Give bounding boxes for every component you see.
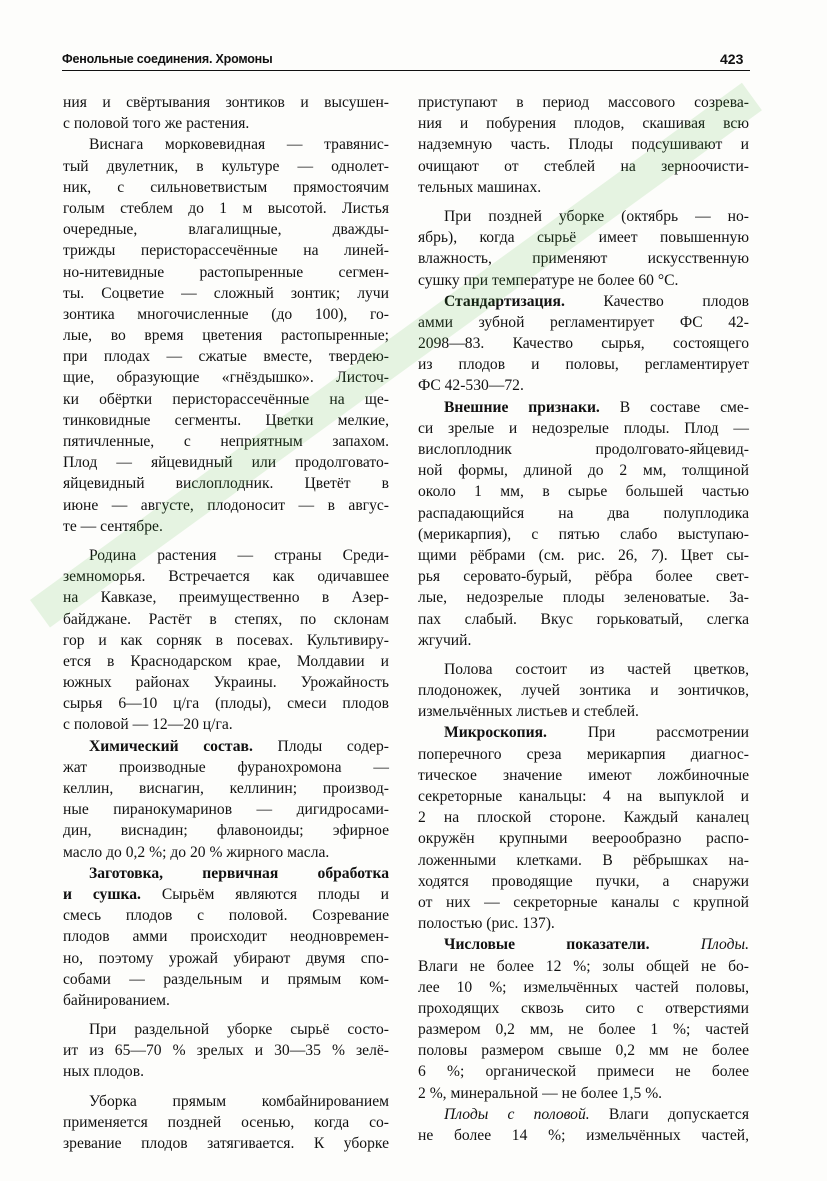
- text-line: [418, 113, 749, 134]
- text-line: [418, 1061, 749, 1082]
- text-line: [63, 304, 389, 325]
- text-line: [418, 934, 749, 955]
- line-text: тельных машинах.: [418, 178, 542, 196]
- text-line: [63, 325, 389, 346]
- line-text: (мерикарпия), с пятью слабо выступаю-: [418, 525, 749, 543]
- text-line: [63, 799, 389, 820]
- text-line: [63, 473, 389, 494]
- text-line: [63, 990, 389, 1011]
- text-line: [63, 452, 389, 473]
- paragraph-gap: [418, 198, 749, 206]
- text-line: [63, 177, 389, 198]
- line-text: южных районах Украины. Урожайность: [63, 674, 389, 692]
- line-text: собами — раздельным и прямым ком-: [63, 970, 389, 988]
- line-text: ходятся проводящие пучки, а снаружи: [418, 872, 749, 890]
- line-text: 6 %; органической примеси не более: [418, 1063, 749, 1081]
- line-text: земноморья. Встречается как одичавшее: [63, 568, 389, 586]
- line-text: половы размером свыше 0,2 мм не более: [418, 1042, 749, 1060]
- line-text: Родина растения — страны Среди-: [89, 546, 389, 564]
- line-text: Плод — яйцевидный или продолговато-: [63, 454, 389, 472]
- text-line: [418, 850, 749, 871]
- text-line: [418, 312, 749, 333]
- line-text: ные пиранокумаринов — дигидросами-: [63, 801, 389, 819]
- line-text: лые, недозрелые плоды зеленоватые. За-: [418, 589, 749, 607]
- text-line: [418, 397, 749, 418]
- line-text: Уборка прямым комбайнированием: [89, 1092, 389, 1110]
- line-text: при плодах — сжатые вместе, твердею-: [63, 348, 389, 366]
- line-text: ябрь), когда сырьё имеет повышенную: [418, 229, 749, 247]
- text-line: [63, 948, 389, 969]
- text-line: [63, 283, 389, 304]
- line-text: измельчённых листьев и стеблей.: [418, 703, 639, 721]
- text-line: [63, 1133, 389, 1154]
- text-line: [418, 227, 749, 248]
- text-line: [63, 842, 389, 863]
- line-text: не более 14 %; измельчённых частей,: [418, 1127, 749, 1144]
- line-text: байнированием.: [63, 991, 170, 1009]
- text-line: [63, 156, 389, 177]
- text-line: [418, 439, 749, 460]
- section-heading: Химический состав.: [89, 737, 253, 755]
- line-text: с половой — 12—20 ц/га.: [63, 716, 233, 734]
- text-line: [63, 198, 389, 219]
- line-text: ки обёртки перисторассечённые на ще-: [63, 390, 389, 408]
- text-line: [63, 346, 389, 367]
- line-text: проходящих сквозь сито с отверстиями: [418, 999, 749, 1017]
- text-line: [418, 354, 749, 375]
- text-line: [63, 863, 389, 884]
- text-line: [418, 1019, 749, 1040]
- line-text: надземную часть. Плоды подсушивают и: [418, 136, 749, 154]
- text-line: [63, 367, 389, 388]
- line-text: распадающийся на два полуплодика: [418, 504, 749, 522]
- text-line: [418, 871, 749, 892]
- line-text: Плоды содер-: [252, 737, 389, 755]
- line-text: 2098—83. Качество сырья, состоящего: [418, 335, 749, 353]
- text-line: [418, 270, 749, 291]
- line-text: ты. Соцветие — сложный зонтик; лучи: [63, 284, 389, 302]
- line-text: байджане. Растёт в степях, по склонам: [63, 610, 389, 628]
- text-line: [418, 913, 749, 934]
- text-line: [418, 892, 749, 913]
- line-text: ложенными клетками. В рёбрышках на-: [418, 851, 749, 869]
- text-line: [418, 977, 749, 998]
- line-text: июне — августе, плодоносит — в авгус-: [63, 496, 389, 514]
- line-text: ния и свёртывания зонтиков и высушен-: [63, 94, 389, 111]
- text-line: [418, 998, 749, 1019]
- italic-text: Плоды.: [700, 936, 749, 954]
- line-text: плодов амми происходит неодновремен-: [63, 928, 389, 946]
- line-text: си зрелые и недозрелые плоды. Плод —: [418, 419, 749, 437]
- line-text: очищают от стеблей на зерноочисти-: [418, 157, 749, 175]
- section-heading: Числовые показатели.: [444, 936, 650, 954]
- text-line: [418, 659, 749, 680]
- text-line: [418, 701, 749, 722]
- line-text: пах слабый. Вкус горьковатый, слегка: [418, 610, 749, 628]
- paragraph-gap: [63, 1011, 389, 1019]
- text-line: [418, 333, 749, 354]
- line-text: ФС 42-530—72.: [418, 377, 524, 395]
- text-line: [418, 460, 749, 481]
- text-line: [63, 134, 389, 155]
- text-line: [63, 778, 389, 799]
- text-line: [418, 765, 749, 786]
- line-text: вислоплодник продолговато-яйцевид-: [418, 441, 749, 458]
- line-text: ной формы, длиной до 2 мм, толщиной: [418, 462, 749, 480]
- text-line: [63, 410, 389, 431]
- line-text: дин, виснадин; флавоноиды; эфирное: [63, 822, 389, 840]
- text-line: [63, 587, 389, 608]
- line-text: зонтика многочисленные (до 100), го-: [63, 305, 389, 323]
- line-text: 2 на плоской стороне. Каждый каналец: [418, 809, 749, 827]
- line-text: от них — секреторные каналы с крупной: [418, 893, 749, 911]
- line-text: плодоножек, лучей зонтика и зонтичков,: [418, 682, 749, 700]
- line-text: трижды перисторассечённые на линей-: [63, 242, 389, 260]
- line-text: Качество плодов: [564, 292, 749, 310]
- line-text: Сырьём являются плоды и: [140, 885, 389, 903]
- text-line: [418, 481, 749, 502]
- italic-text: Плоды с половой.: [444, 1105, 590, 1123]
- text-line: [418, 630, 749, 651]
- left-text-column: [63, 92, 389, 1154]
- section-heading: Заготовка, первичная обработка: [89, 864, 389, 882]
- text-line: [418, 807, 749, 828]
- section-heading: Стандартизация.: [444, 292, 565, 310]
- section-heading: Внешние признаки.: [444, 398, 600, 416]
- text-line: [418, 156, 749, 177]
- text-line: [63, 1091, 389, 1112]
- line-text: лые, во время цветения растопыренные;: [63, 327, 389, 345]
- text-line: [63, 566, 389, 587]
- line-text: окружён крупными веерообразно распо-: [418, 830, 749, 848]
- line-text-after: Влаги допускается: [589, 1105, 749, 1123]
- text-line: [63, 1061, 389, 1082]
- line-text: пятичленные, с неприятным запахом.: [63, 433, 389, 450]
- line-text: те — сентябре.: [63, 517, 163, 535]
- paragraph-gap: [63, 1083, 389, 1091]
- text-line: [418, 291, 749, 312]
- text-line: [63, 630, 389, 651]
- line-text: голым стеблем до 1 м высотой. Листья: [63, 199, 389, 217]
- text-line: [63, 431, 389, 452]
- text-line: [418, 206, 749, 227]
- text-line: [418, 587, 749, 608]
- line-text: размером 0,2 мм, не более 1 %; частей: [418, 1021, 749, 1039]
- line-text: очередные, влагалищные, дважды-: [63, 221, 389, 239]
- text-line: [418, 503, 749, 524]
- italic-text: 7: [650, 546, 659, 564]
- paragraph-gap: [63, 537, 389, 545]
- text-line: [418, 566, 749, 587]
- line-text: Полова состоит из частей цветков,: [444, 660, 749, 678]
- text-line: [418, 1083, 749, 1104]
- line-text: Влаги не более 12 %; золы общей не бо-: [418, 957, 749, 975]
- text-line: [63, 757, 389, 778]
- line-text: зревание плодов затягивается. К уборке: [63, 1135, 389, 1152]
- text-line: [418, 375, 749, 396]
- text-line: [418, 1125, 749, 1146]
- line-text: смесь плодов с половой. Созревание: [63, 907, 389, 925]
- text-line: [63, 905, 389, 926]
- text-line: [63, 969, 389, 990]
- text-line: [63, 1112, 389, 1133]
- text-line: [418, 177, 749, 198]
- text-line: [418, 680, 749, 701]
- line-text: сырья 6—10 ц/га (плоды), смеси плодов: [63, 695, 389, 713]
- line-text: При поздней уборке (октябрь — но-: [444, 207, 749, 225]
- text-line: [63, 693, 389, 714]
- line-text: жат производные фуранохромона —: [63, 758, 389, 776]
- right-text-column: [418, 92, 749, 1146]
- text-line: [63, 516, 389, 537]
- line-text: [650, 936, 701, 953]
- line-text: ния и побурения плодов, скашивая всю: [418, 115, 749, 133]
- line-text: ется в Краснодарском крае, Молдавии и: [63, 652, 389, 670]
- line-text: При рассмотрении: [546, 724, 749, 742]
- line-text: рья серовато-бурый, рёбра более свет-: [418, 568, 749, 586]
- text-line: [418, 92, 749, 113]
- text-line: [63, 884, 389, 905]
- text-line: [63, 820, 389, 841]
- text-line: [63, 92, 389, 113]
- line-text: лее 10 %; измельчённых частей половы,: [418, 978, 749, 996]
- text-line: [418, 609, 749, 630]
- text-line: [63, 389, 389, 410]
- text-line: [63, 736, 389, 757]
- line-text: яйцевидный вислоплодник. Цветёт в: [63, 475, 389, 493]
- line-text: ник, с сильноветвистым прямостоячим: [63, 178, 389, 196]
- text-line: [63, 495, 389, 516]
- text-line: [418, 1104, 749, 1125]
- text-line: [418, 828, 749, 849]
- text-line: [418, 524, 749, 545]
- line-text: При раздельной уборке сырьё состо-: [89, 1021, 389, 1039]
- line-text: влажность, применяют искусственную: [418, 250, 749, 268]
- text-line: [418, 248, 749, 269]
- text-line: [418, 545, 749, 566]
- text-line: [63, 672, 389, 693]
- text-line: [418, 418, 749, 439]
- text-line: [63, 1040, 389, 1061]
- section-heading: и сушка.: [63, 885, 141, 903]
- line-text: жгучий.: [418, 631, 472, 649]
- line-text: но-нитевидные растопыренные сегмен-: [63, 263, 389, 281]
- text-line: [418, 956, 749, 977]
- text-line: [63, 219, 389, 240]
- text-line: [63, 262, 389, 283]
- line-text: гор и как сорняк в посевах. Культивиру-: [63, 631, 389, 649]
- page-number: 423: [720, 51, 744, 67]
- line-text: но, поэтому урожай убирают двумя спо-: [63, 949, 389, 967]
- line-text: тый двулетник, в культуре — однолет-: [63, 157, 389, 175]
- text-line: [63, 714, 389, 735]
- line-text: келлин, виснагин, келлинин; производ-: [63, 780, 389, 797]
- line-text: приступают в период массового созрева-: [418, 94, 749, 111]
- line-text: тическое значение имеют ложбиночные: [418, 766, 749, 784]
- running-header-title: Фенольные соединения. Хромоны: [62, 52, 273, 66]
- line-text: масло до 0,2 %; до 20 % жирного масла.: [63, 843, 330, 861]
- line-text: применяется поздней осенью, когда со-: [63, 1113, 389, 1131]
- text-line: [63, 240, 389, 261]
- text-line: [418, 786, 749, 807]
- line-text: ных плодов.: [63, 1063, 144, 1081]
- text-line: [418, 722, 749, 743]
- section-heading: Микроскопия.: [444, 724, 547, 742]
- text-line: [63, 1019, 389, 1040]
- text-line: [63, 609, 389, 630]
- header-rule: [62, 70, 750, 71]
- line-text: из плодов и половы, регламентирует: [418, 356, 749, 374]
- text-line: [418, 1040, 749, 1061]
- line-text: около 1 мм, в сырье большей частью: [418, 483, 749, 501]
- text-line: [63, 651, 389, 672]
- text-line: [418, 134, 749, 155]
- line-text: В составе сме-: [599, 398, 749, 416]
- line-text: амми зубной регламентирует ФС 42-: [418, 313, 749, 331]
- line-text: полостью (рис. 137).: [418, 915, 555, 933]
- line-text: 2 %, минеральной — не более 1,5 %.: [418, 1084, 663, 1102]
- line-text: тинковидные сегменты. Цветки мелкие,: [63, 411, 389, 429]
- line-text: ит из 65—70 % зрелых и 30—35 % зелё-: [63, 1042, 389, 1060]
- line-text: щими рёбрами (см. рис. 26,: [418, 546, 651, 564]
- line-text: сушку при температуре не более 60 °С.: [418, 271, 679, 289]
- line-text: щие, образующие «гнёздышко». Листоч-: [63, 369, 389, 387]
- line-text: на Кавказе, преимущественно в Азер-: [63, 589, 389, 607]
- line-text-after: ). Цвет сы-: [658, 546, 750, 564]
- line-text: с половой того же растения.: [63, 115, 250, 133]
- line-text: Виснага морковевидная — травянис-: [89, 136, 389, 154]
- paragraph-gap: [418, 651, 749, 659]
- line-text: поперечного среза мерикарпия диагнос-: [418, 745, 749, 763]
- line-text: секреторные канальцы: 4 на выпуклой и: [418, 788, 749, 805]
- text-line: [63, 113, 389, 134]
- text-line: [418, 744, 749, 765]
- text-line: [63, 926, 389, 947]
- text-line: [63, 545, 389, 566]
